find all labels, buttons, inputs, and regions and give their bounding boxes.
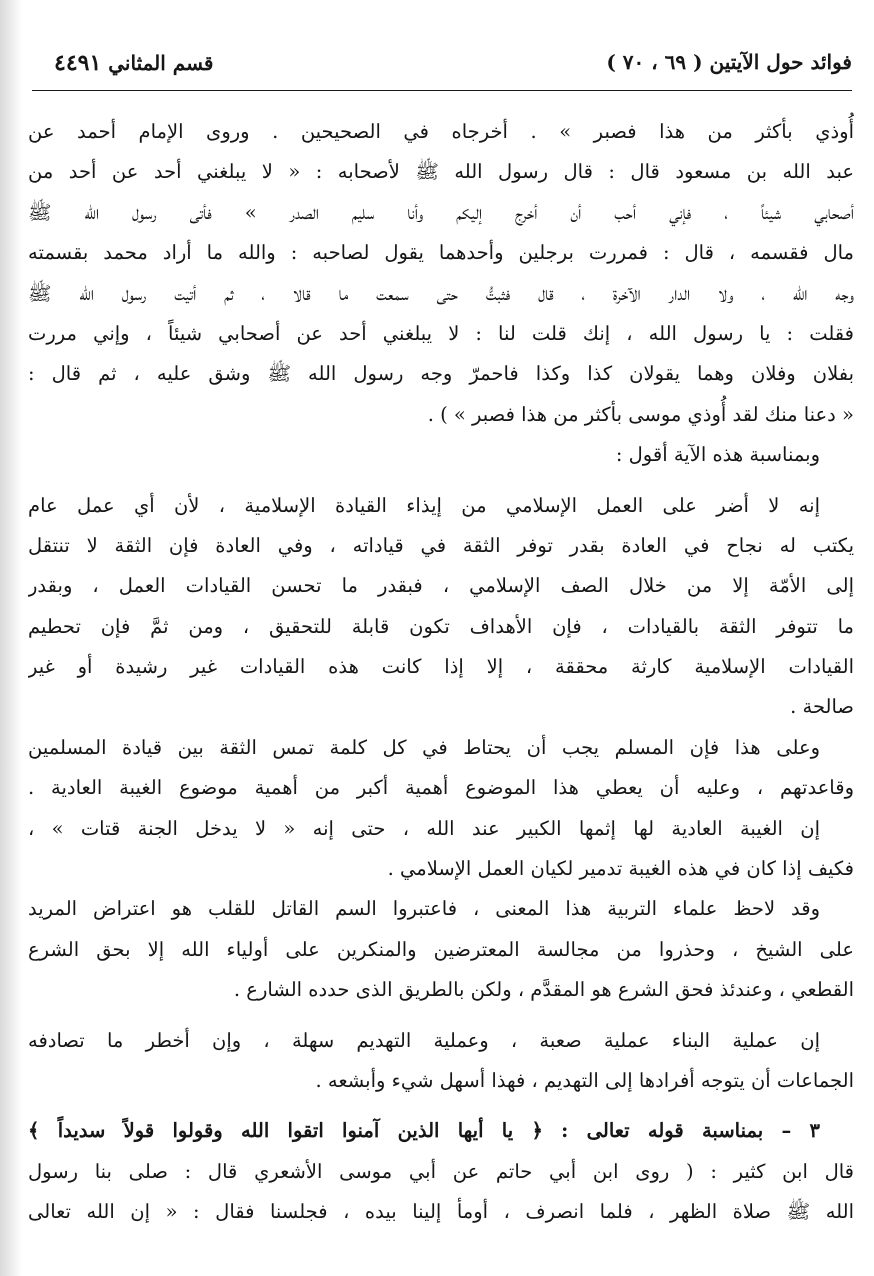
text-line: فكيف إذا كان في هذه الغيبة تدمير لكيان العمل الإسلامي . bbox=[387, 857, 854, 881]
page-number: ٤٤٩١ bbox=[54, 50, 102, 76]
text-line: وبمناسبة هذه الآية أقول : bbox=[615, 443, 820, 467]
text-line: فقلت : يا رسول الله ، إنك قلت لنا : لا يبلغني أحد عن أصحابي شيئاً ، وإني مررت bbox=[28, 321, 854, 345]
text-line: يكتب له نجاح في العادة بقدر توفر الثقة في قياداته ، وفي العادة فإن الثقة لا تنتقل bbox=[28, 533, 854, 557]
text-line: قال ابن كثير : ( روى ابن أبي حاتم عن أبي موسى الأشعري قال : صلى بنا رسول bbox=[28, 1159, 854, 1183]
running-meta bbox=[32, 50, 214, 76]
text-line: وعلى هذا فإن المسلم يجب أن يحتاط في كل كلمة تمس الثقة بين قيادة المسلمين bbox=[28, 735, 820, 759]
paragraph-gap bbox=[28, 1101, 854, 1111]
text-line: صالحة . bbox=[790, 695, 854, 719]
text-line: على الشيخ ، وحذروا من مجالسة المعترضين والمنكرين على أولياء الله إلا بحق الشرع bbox=[28, 937, 854, 961]
paragraph-gap bbox=[28, 1011, 854, 1021]
binding-shadow bbox=[0, 0, 22, 1276]
text-line: بفلان وفلان وهما يقولان كذا وكذا فاحمرّ وجه رسول الله ﷺ وشق عليه ، ثم قال : bbox=[28, 362, 854, 386]
text-line: إن عملية البناء عملية صعبة ، وعملية التهديم سهلة ، وإن أخطر ما تصادفه bbox=[28, 1028, 820, 1052]
text-line: الله ﷺ صلاة الظهر ، فلما انصرف ، أومأ إلينا بيده ، فجلسنا فقال : « إن الله تعالى bbox=[28, 1200, 854, 1224]
paragraph-gap bbox=[28, 476, 854, 486]
page-header bbox=[32, 48, 852, 78]
body-text bbox=[28, 112, 854, 1233]
text-line: عبد الله بن مسعود قال : قال رسول الله ﷺ لأصحابه : « لا يبلغني أحد عن أحد من bbox=[28, 160, 854, 184]
text-line: ما تتوفر الثقة بالقيادات ، فإن الأهداف تكون قابلة للتحقيق ، ومن ثمَّ فإن تحطيم bbox=[28, 614, 854, 638]
header-rule bbox=[32, 90, 852, 91]
text-line: القيادات الإسلامية كارثة محققة ، إلا إذا كانت هذه القيادات غير رشيدة أو غير bbox=[28, 655, 854, 679]
text-line: وقاعدتهم ، وعليه أن يعطي هذا الموضوع أهمية أكبر من أهمية موضوع الغيبة العادية . bbox=[28, 776, 854, 800]
text-line: « دعنا منك لقد أُوذي موسى بأكثر من هذا فصبر » ) . bbox=[427, 402, 854, 426]
text-line: وجه الله ، ولا الدار الآخرة ، قال فثبتُّ حتى سمعت ما قالا ، ثم أتيت رسول الله ﷺ bbox=[28, 281, 854, 305]
running-title: فوائد حول الآيتين ( ٦٩ ، ٧٠ ) bbox=[606, 50, 852, 74]
text-line: أُوذي بأكثر من هذا فصبر » . أخرجاه في الصحيحين . وروى الإمام أحمد عن bbox=[28, 120, 854, 143]
text-line: وقد لاحظ علماء التربية هذا المعنى ، فاعتبروا السم القاتل للقلب هو اعتراض المريد bbox=[28, 897, 820, 921]
section-name: قسم المثاني bbox=[108, 51, 214, 75]
text-line: ٣ – بمناسبة قوله تعالى : ﴿ يا أيها الذين آمنوا اتقوا الله وقولوا قولاً سديداً ﴾ bbox=[28, 1119, 820, 1143]
text-line: إنه لا أضر على العمل الإسلامي من إيذاء القيادة الإسلامية ، لأن أي عمل عام bbox=[28, 493, 820, 517]
text-line: أصحابي شيئاً ، فإني أحب أن أخرج إليكم وأنا سليم الصدر » فأتى رسول الله ﷺ bbox=[28, 200, 854, 224]
text-line: إلى الأمّة إلا من خلال الصف الإسلامي ، فبقدر ما تحسن القيادات العمل ، وبقدر bbox=[28, 574, 854, 598]
text-line: إن الغيبة العادية لها إثمها الكبير عند الله ، حتى إنه « لا يدخل الجنة قتات » ، bbox=[28, 816, 820, 840]
text-line: الجماعات أن يتوجه أفرادها إلى التهديم ، فهذا أسهل شيء وأبشعه . bbox=[315, 1068, 854, 1092]
text-line: مال فقسمه ، قال : فمررت برجلين وأحدهما يقول لصاحبه : والله ما أراد محمد بقسمته bbox=[28, 241, 854, 265]
text-line: القطعي ، وعندئذ فحق الشرع هو المقدَّم ، ولكن بالطريق الذى حدده الشارع . bbox=[233, 978, 854, 1002]
